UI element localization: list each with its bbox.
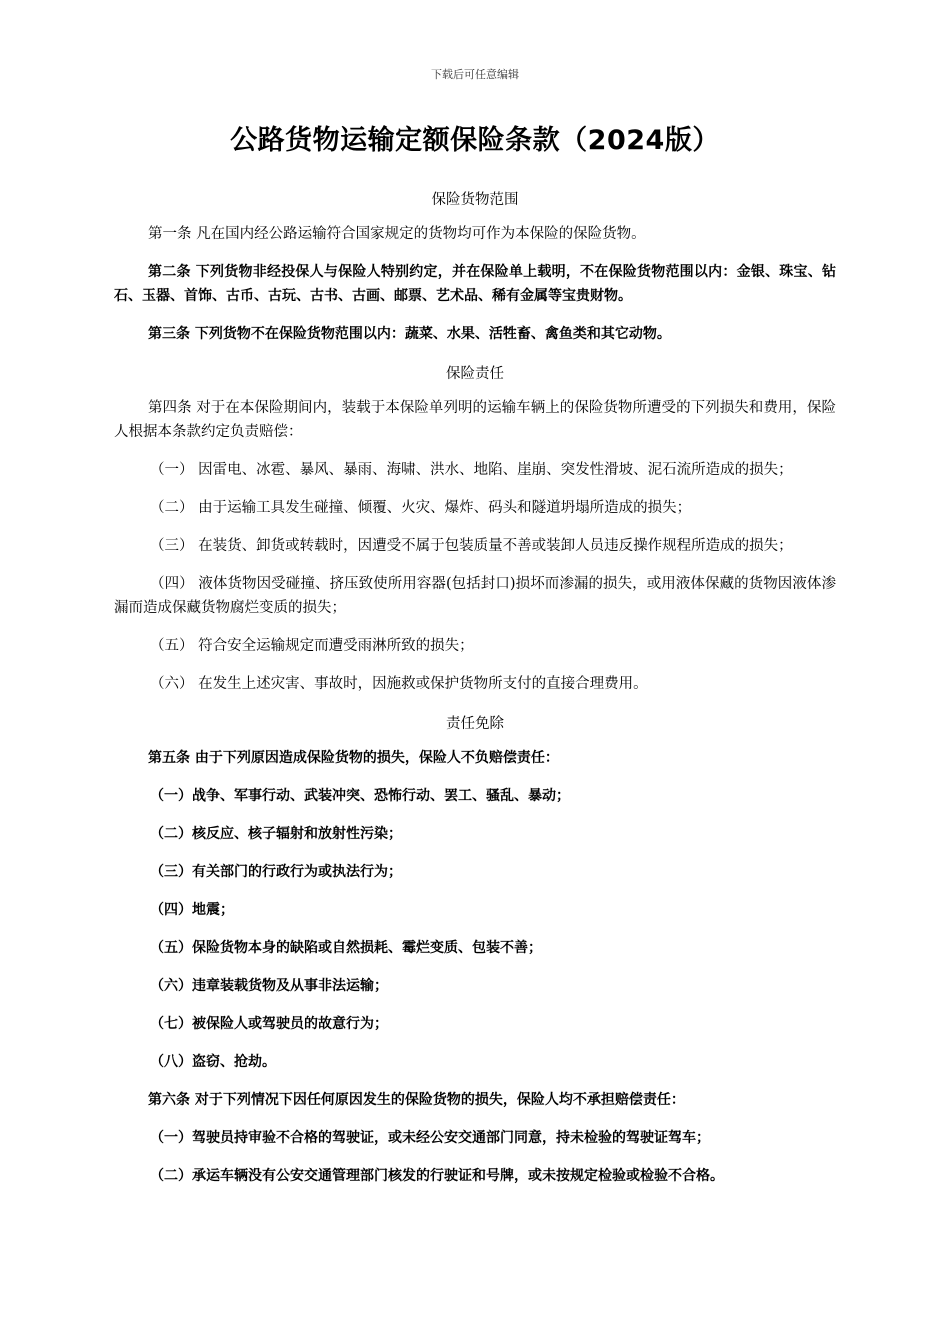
article-4: 第四条 对于在本保险期间内，装载于本保险单列明的运输车辆上的保险货物所遭受的下列损失和费用，保险人根据本条款约定负责赔偿：: [114, 400, 836, 440]
exclusion-item-4: （四）地震；: [150, 902, 234, 918]
liability-item-6: （六） 在发生上述灾害、事故时，因施救或保护货物所支付的直接合理费用。: [150, 676, 648, 692]
exclusion-item-7: （七）被保险人或驾驶员的故意行为；: [150, 1016, 388, 1032]
article-5: 第五条 由于下列原因造成保险货物的损失，保险人不负赔偿责任：: [148, 750, 559, 766]
exclusion-item-5: （五）保险货物本身的缺陷或自然损耗、霉烂变质、包装不善；: [150, 940, 542, 956]
liability-item-2: （二） 由于运输工具发生碰撞、倾覆、火灾、爆炸、码头和隧道坍塌所造成的损失；: [150, 500, 692, 516]
section-heading-scope: 保险货物范围: [431, 192, 519, 208]
art6-item-2: （二）承运车辆没有公安交通管理部门核发的行驶证和号牌，或未按规定检验或检验不合格。: [150, 1168, 724, 1184]
liability-item-4: （四） 液体货物因受碰撞、挤压致使所用容器(包括封口)损坏而渗漏的损失，或用液体保藏的货物因液体渗漏而造成保藏货物腐烂变质的损失；: [114, 576, 836, 616]
document-body: [114, 186, 836, 1202]
article-1: 第一条 凡在国内经公路运输符合国家规定的货物均可作为本保险的保险货物。: [148, 226, 646, 242]
article-6: 第六条 对于下列情况下因任何原因发生的保险货物的损失，保险人均不承担赔偿责任：: [148, 1092, 685, 1108]
article-2: 第二条 下列货物非经投保人与保险人特别约定，并在保险单上载明，不在保险货物范围以内：金银、珠宝、钻石、玉器、首饰、古币、古玩、古书、古画、邮票、艺术品、稀有金属等宝贵财物。: [114, 264, 836, 304]
liability-item-1: （一） 因雷电、冰雹、暴风、暴雨、海啸、洪水、地陷、崖崩、突发性滑坡、泥石流所造成的损失；: [150, 462, 793, 478]
liability-item-3: （三） 在装货、卸货或转载时，因遭受不属于包装质量不善或装卸人员违反操作规程所造成的损失；: [150, 538, 793, 554]
exclusion-item-1: （一）战争、军事行动、武装冲突、恐怖行动、罢工、骚乱、暴动；: [150, 788, 570, 804]
liability-item-5: （五） 符合安全运输规定而遭受雨淋所致的损失；: [150, 638, 474, 654]
exclusion-item-6: （六）违章装载货物及从事非法运输；: [150, 978, 388, 994]
document-title: 公路货物运输定额保险条款（2024版）: [230, 125, 720, 156]
exclusion-item-8: （八）盗窃、抢劫。: [150, 1054, 276, 1070]
page-header: 下载后可任意编辑: [431, 68, 519, 81]
article-3: 第三条 下列货物不在保险货物范围以内：蔬菜、水果、活牲畜、禽鱼类和其它动物。: [148, 326, 671, 342]
section-heading-exclusions: 责任免除: [446, 716, 504, 732]
exclusion-item-2: （二）核反应、核子辐射和放射性污染；: [150, 826, 402, 842]
art6-item-1: （一）驾驶员持审验不合格的驾驶证，或未经公安交通部门同意，持未检验的驾驶证驾车；: [150, 1130, 710, 1146]
exclusion-item-3: （三）有关部门的行政行为或执法行为；: [150, 864, 402, 880]
section-heading-liability: 保险责任: [446, 366, 504, 382]
